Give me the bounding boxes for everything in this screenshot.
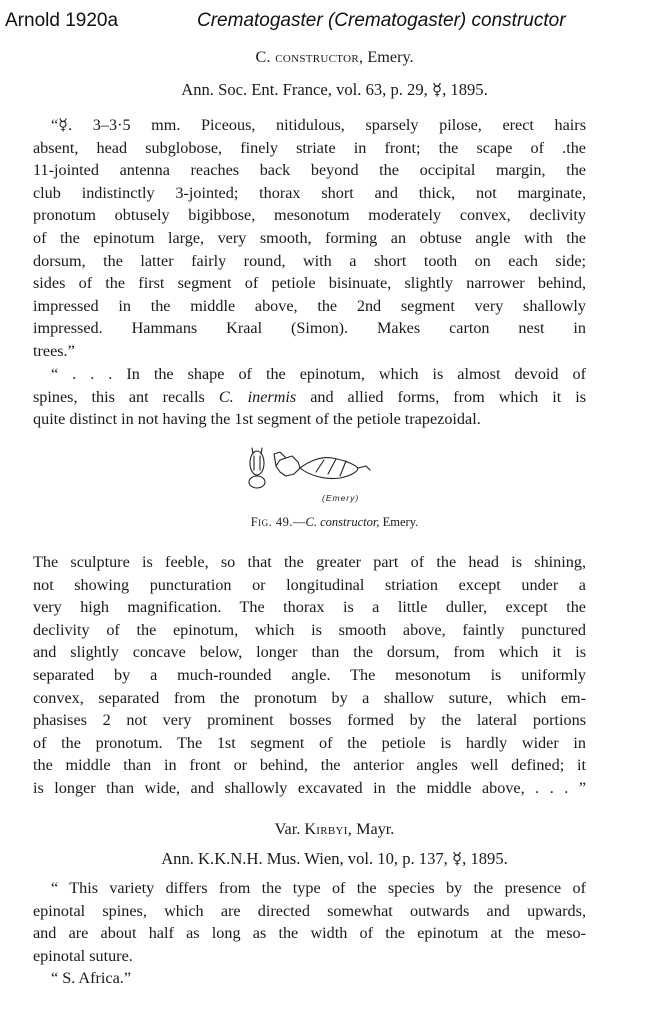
variety-name: Kirbyi, [304, 820, 353, 838]
description-line: trees.” [33, 341, 75, 360]
description-line: absent, head subglobose, finely striate in front; the scape of .the [33, 138, 586, 157]
sculpture-line: and slightly concave below, longer than the dorsum, from which it is [33, 643, 586, 662]
description-line: dorsum, the latter fairly round, with a short tooth on each side; [33, 251, 586, 270]
remark-line: quite distinct in not having the 1st segment of the petiole trapezoidal. [33, 410, 481, 429]
figure-caption: Fig. 49.—C. constructor, Emery. [250, 515, 419, 529]
description-line: club indistinctly 3-jointed; thorax short and thick, not marginate, [33, 183, 586, 202]
sculpture-line: not showing puncturation or longitudinal striation except under a [33, 575, 586, 594]
locality-line: “ S. Africa.” [51, 969, 132, 988]
sculpture-paragraph [33, 551, 586, 800]
description-line: “☿. 3–3·5 mm. Piceous, nitidulous, sparsely pilose, erect hairs [51, 116, 586, 134]
remark-taxon: C. inermis [218, 387, 297, 406]
variety-line: epinotal suture. [33, 946, 133, 965]
sculpture-line: of the pronotum. The 1st segment of the petiole is hardly wider in [33, 733, 586, 752]
variety-paragraph [33, 877, 586, 990]
description-line: impressed in the middle above, the 2nd segment very shallowly [33, 296, 586, 315]
variety-heading: Var. Kirbyi, Mayr. [274, 820, 395, 838]
header-reference: Arnold 1920a [5, 10, 119, 31]
description-line: impressed. Hammans Kraal (Simon). Makes carton nest in [33, 319, 586, 338]
gaster-tip [358, 466, 370, 470]
description-line: pronotum obtusely bigibbose, mesonotum moderately convex, declivity [33, 206, 586, 225]
head-outline [250, 451, 264, 475]
sculpture-line: very high magnification. The thorax is a little duller, except the [33, 598, 586, 617]
variety-line: epinotal spines, which are directed somewhat outwards and upwards, [33, 901, 586, 920]
sculpture-line: phasises 2 not very prominent bosses formed by the lateral portions [33, 711, 586, 730]
sculpture-line: is longer than wide, and shallowly excavated in the middle above, . . . ” [33, 778, 586, 797]
gaster-detail [316, 459, 346, 476]
caption-label: Fig. 49. [250, 515, 294, 529]
variety-line: and are about half as long as the width of the epinotum at the meso- [33, 924, 586, 943]
page-header [0, 8, 669, 36]
epinotum-dorsum [300, 458, 358, 468]
thorax-suture [276, 458, 286, 466]
sculpture-line: declivity of the epinotum, which is smooth above, faintly punctured [33, 620, 586, 639]
description-line: 11-jointed antenna reaches back beyond the occipital margin, the [33, 161, 586, 180]
petiole-dorsal [249, 476, 265, 488]
species-author: Emery. [363, 48, 414, 66]
remark-paragraph [33, 363, 586, 431]
remark-line: spines, this ant recalls C. inermis and allied forms, from which it is [33, 387, 586, 406]
sculpture-line: The sculpture is feeble, so that the greater part of the head is shining, [33, 553, 586, 571]
citation-2: Ann. K.K.N.H. Mus. Wien, vol. 10, p. 137, ☿, 1895. [161, 849, 508, 868]
header-taxon: Crematogaster (Crematogaster) constructor [197, 10, 566, 31]
sculpture-line: convex, separated from the pronotum by a shallow suture, which em- [33, 688, 586, 707]
head-detail [254, 456, 260, 470]
description-line: of the epinotum large, very smooth, forming an obtuse angle with the [33, 228, 586, 247]
citation-1: Ann. Soc. Ent. France, vol. 63, p. 29, ☿, 1895. [181, 80, 488, 99]
remark-line: “ . . . In the shape of the epinotum, which is almost devoid of [51, 365, 586, 383]
species-name: C. constructor, [255, 48, 364, 66]
sculpture-line: separated by a much-rounded angle. The mesonotum is uniformly [33, 665, 586, 684]
variety-author: Mayr. [352, 820, 395, 838]
variety-line: “ This variety differs from the type of the species by the presence of [51, 879, 586, 897]
sculpture-line: the middle than in front or behind, the anterior angles well defined; it [33, 756, 586, 775]
caption-taxon: C. constructor, [305, 515, 380, 529]
description-line: sides of the first segment of petiole bisinuate, slightly narrower behind, [33, 274, 586, 293]
description-paragraph [33, 114, 586, 363]
species-heading [0, 46, 669, 69]
figure-signature: (Emery) [322, 493, 360, 503]
